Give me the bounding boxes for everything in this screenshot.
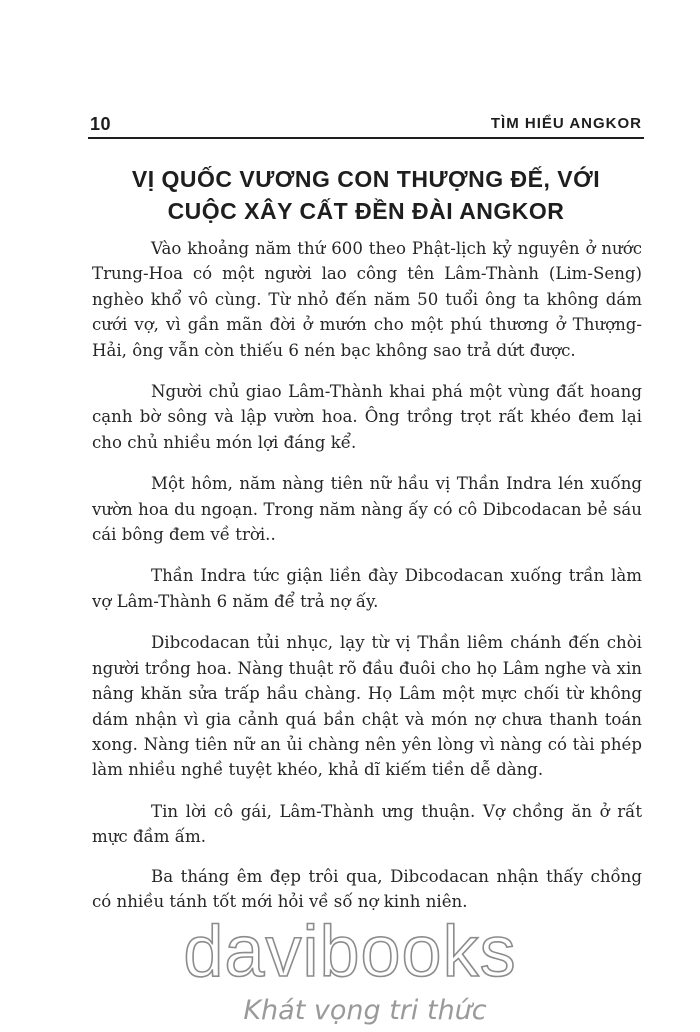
paragraph: Tin lời cô gái, Lâm-Thành ưng thuận. Vợ chồng ăn ở rất mực đầm ấm. <box>92 801 642 847</box>
running-title: TÌM HIỂU ANGKOR <box>490 115 642 132</box>
paragraph: Ba tháng êm đẹp trôi qua, Dibcodacan nhận thấy chồng có nhiều tánh tốt mới hỏi về số nợ kinh niên. <box>92 866 642 911</box>
chapter-title <box>90 163 642 227</box>
paragraph: Người chủ giao Lâm-Thành khai phá một vùng đất hoang cạnh bờ sông và lập vườn hoa. Ông trồng trọt rất khéo đem lại cho chủ nhiều món lợi đáng kể. <box>92 382 642 452</box>
watermark-tagline: Khát vọng tri thức <box>243 995 487 1026</box>
body-text <box>92 236 642 930</box>
chapter-title-line-2: CUỘC XÂY CẤT ĐỀN ĐÀI ANGKOR <box>167 198 565 224</box>
watermark-logo: davibooks <box>183 912 517 992</box>
page-number: 10 <box>90 114 112 134</box>
header-rule <box>88 137 644 139</box>
running-header <box>90 114 642 136</box>
paragraph: Dibcodacan tủi nhục, lạy từ vị Thần liêm chánh đến chòi người trồng hoa. Nàng thuật rõ đầu đuôi cho họ Lâm nghe và xin nâng khăn sửa trấp hầu chàng. Họ Lâm một mực chối từ không dám nhận vì gia cảnh quá bần chật và món nợ chưa thanh toán xong. Nàng tiên nữ an ủi chàng nên yên lòng vì nàng có tài phép làm nhiều nghề tuyệt khéo, khả dĩ kiếm tiền dễ dàng. <box>92 633 642 780</box>
paragraph: Vào khoảng năm thứ 600 theo Phật-lịch kỷ nguyên ở nước Trung-Hoa có một người lao công tên Lâm-Thành (Lim-Seng) nghèo khổ vô cùng. Từ nhỏ đến năm 50 tuổi ông ta không dám cưới vợ, vì gần mãn đời ở mướn cho một phú thương ở Thượng-Hải, ông vẫn còn thiếu 6 nén bạc không sao trả dứt được. <box>92 239 642 360</box>
paragraph: Một hôm, năm nàng tiên nữ hầu vị Thần Indra lén xuống vườn hoa du ngoạn. Trong năm nàng ấy có cô Dibcodacan bẻ sáu cái bông đem về trời.. <box>92 474 642 545</box>
watermark <box>0 912 700 1032</box>
paragraph: Thần Indra tức giận liền đày Dibcodacan xuống trần làm vợ Lâm-Thành 6 năm để trả nợ ấy. <box>92 566 642 611</box>
chapter-title-line-1: VỊ QUỐC VƯƠNG CON THƯỢNG ĐẾ, VỚI <box>131 166 601 192</box>
